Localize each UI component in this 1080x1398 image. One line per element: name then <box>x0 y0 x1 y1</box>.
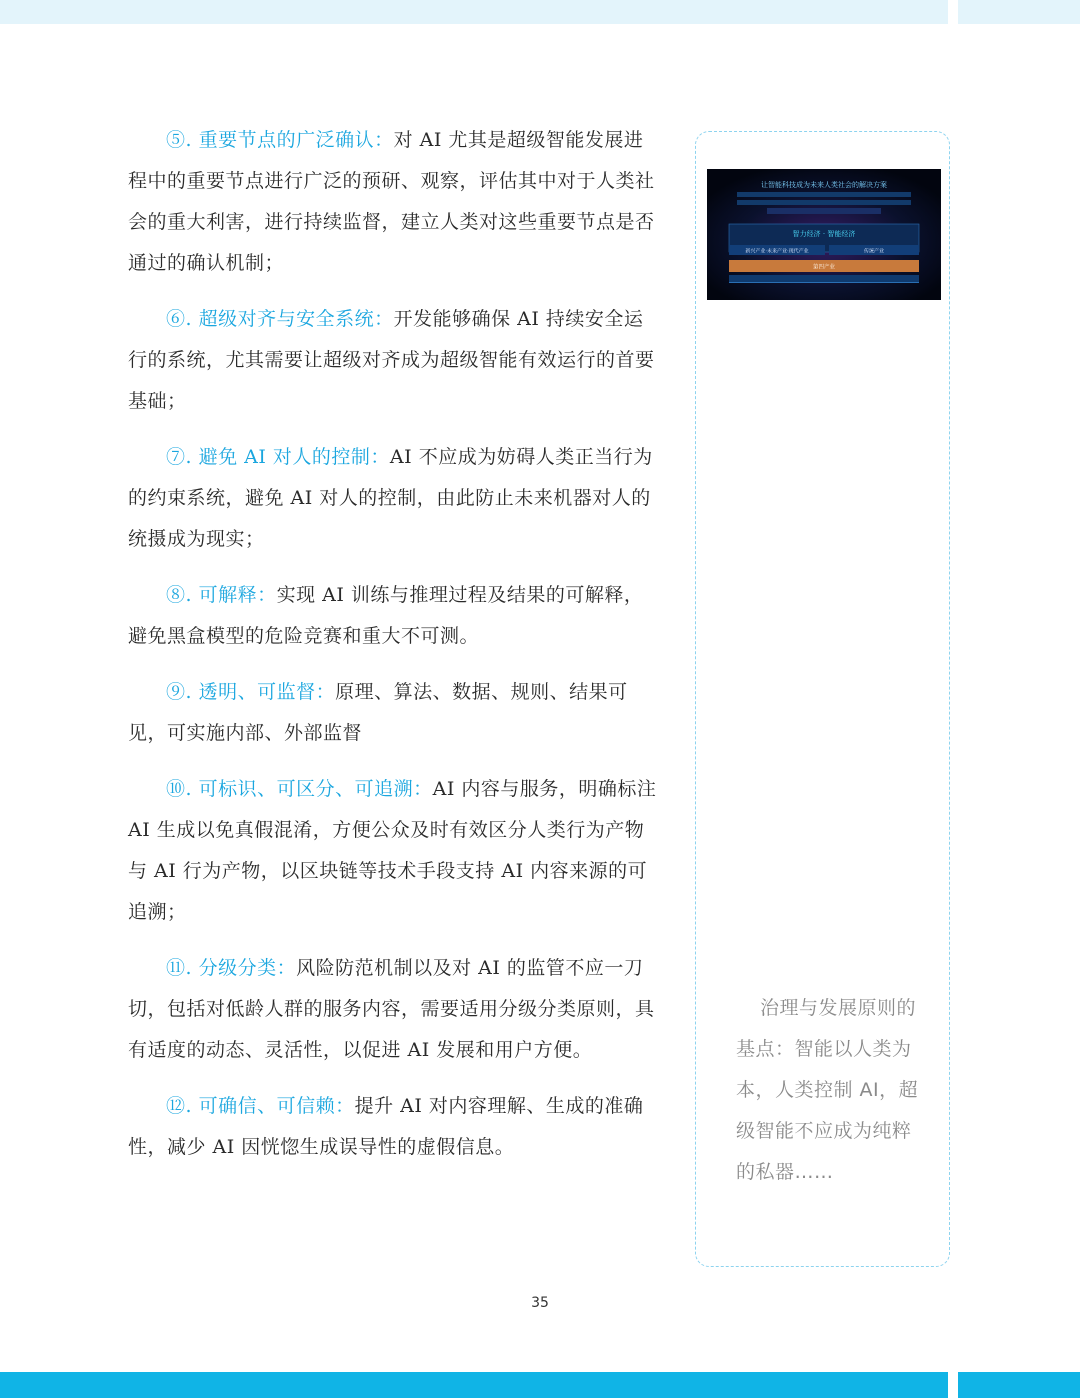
slide-right-box: 传统产业 <box>863 248 885 255</box>
principle-heading: ⑩. 可标识、可区分、可追溯： <box>166 778 433 800</box>
slide-left-box: 新兴产业·未来产业·现代产业 <box>745 248 809 255</box>
principle-body: 实现 AI 训练与推理过程及结果的可解释，避免黑盒模型的危险竞赛和重大不可测。 <box>128 584 644 647</box>
slide-title: 让智能科技成为未来人类社会的解决方案 <box>761 181 887 189</box>
top-decor-bar <box>0 0 948 24</box>
principle-heading: ⑨. 透明、可监督： <box>166 681 336 703</box>
principle-body: 风险防范机制以及对 AI 的监管不应一刀切，包括对低龄人群的服务内容，需要适用分级分类原则，具有适度的动态、灵活性，以促进 AI 发展和用户方便。 <box>128 957 655 1061</box>
page-number: 35 <box>531 1295 549 1311</box>
principle-heading: ⑦. 避免 AI 对人的控制： <box>166 446 390 468</box>
principle-item <box>128 769 660 933</box>
sidebar-quote: 治理与发展原则的基点：智能以人类为本，人类控制 AI，超级智能不应成为纯粹的私器…… <box>736 997 919 1183</box>
principle-item <box>128 437 660 560</box>
principle-heading: ⑧. 可解释： <box>166 584 277 606</box>
principle-item <box>128 948 660 1071</box>
principle-body: AI 内容与服务，明确标注 AI 生成以免真假混淆，方便公众及时有效区分人类行为产物与 AI 行为产物，以区块链等技术手段支持 AI 内容来源的可追溯； <box>128 778 657 923</box>
bottom-decor-bar-side <box>958 1372 1080 1398</box>
top-decor-bar-side <box>958 0 1080 24</box>
principle-body: 开发能够确保 AI 持续安全运行的系统，尤其需要让超级对齐成为超级智能有效运行的首要基础； <box>128 308 655 412</box>
slide-band-label: 智力经济 · 智能经济 <box>792 230 856 238</box>
principle-body: 提升 AI 对内容理解、生成的准确性，减少 AI 因恍惚生成误导性的虚假信息。 <box>128 1095 644 1158</box>
principles-list <box>128 120 660 1183</box>
slide-image <box>707 169 941 300</box>
principle-item <box>128 672 660 754</box>
principle-heading: ⑥. 超级对齐与安全系统： <box>166 308 394 330</box>
principle-item <box>128 1086 660 1168</box>
principle-item <box>128 575 660 657</box>
bottom-decor-bar <box>0 1372 948 1398</box>
slide-orange-bar: 第四产业 <box>812 264 836 271</box>
principle-body: AI 不应成为妨碍人类正当行为的约束系统，避免 AI 对人的控制，由此防止未来机器对人的统摄成为现实； <box>128 446 653 550</box>
principle-body: 对 AI 尤其是超级智能发展进程中的重要节点进行广泛的预研、观察，评估其中对于人类社会的重大利害，进行持续监督，建立人类对这些重要节点是否通过的确认机制； <box>128 129 655 274</box>
principle-item <box>128 120 660 284</box>
principle-heading: ⑤. 重要节点的广泛确认： <box>166 129 394 151</box>
principle-heading: ⑫. 可确信、可信赖： <box>166 1095 355 1117</box>
principle-body: 原理、算法、数据、规则、结果可见，可实施内部、外部监督 <box>128 681 628 744</box>
principle-item <box>128 299 660 422</box>
principle-heading: ⑪. 分级分类： <box>166 957 297 979</box>
